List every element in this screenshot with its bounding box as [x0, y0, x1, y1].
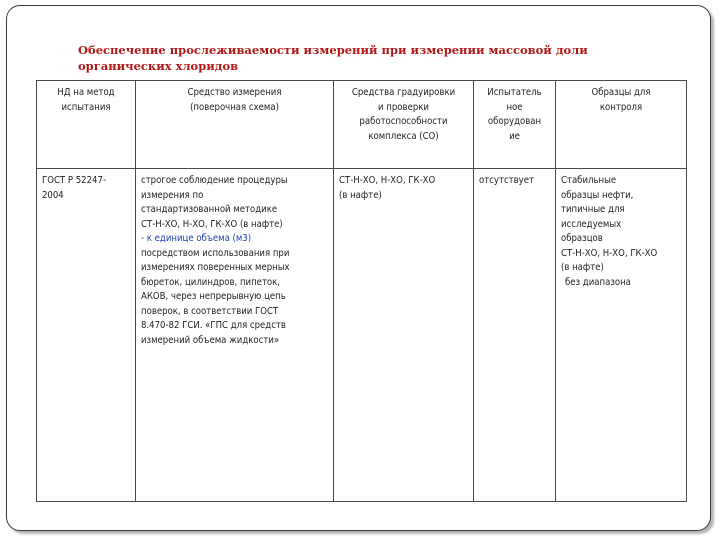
- cell-calibration-means: СТ-Н-ХО, Н-ХО, ГК-ХО (в нафте): [334, 169, 474, 502]
- volume-unit-note: - к единице объема (м3): [141, 233, 252, 244]
- cell-control-samples: Стабильные образцы нефти, типичные для исследуемых образцов СТ-Н-ХО, Н-ХО, ГК-ХО (в нафте) без диапазона: [556, 169, 687, 502]
- header-test-equipment: Испытатель ное оборудован ие: [474, 81, 556, 169]
- cell-test-equipment: отсутствует: [474, 169, 556, 502]
- cell-method-doc: ГОСТ Р 52247- 2004: [37, 169, 136, 502]
- title-line-1: Обеспечение прослеживаемости измерений при измерении массовой доли: [78, 43, 588, 57]
- header-method-doc: НД на метод испытания: [37, 81, 136, 169]
- cell-measuring-instrument: строгое соблюдение процедуры измерения по стандартизованной методике СТ-Н-ХО, Н-ХО, ГК-ХО (в нафте) - к единице объема (м3) посредством использования при измерениях поверенных мерных бюреток, цилиндров, пипеток, АКОВ, через непрерывную цепь поверок, в соответствии ГОСТ 8.470-82 ГСИ. «ГПС для средств измерений объема жидкости»: [136, 169, 334, 502]
- slide-title: [78, 42, 638, 74]
- table-header-row: [37, 81, 687, 169]
- table-row: [37, 169, 687, 502]
- header-calibration-means: Средства градуировки и проверки работоспособности комплекса (СО): [334, 81, 474, 169]
- header-measuring-instrument: Средство измерения (поверочная схема): [136, 81, 334, 169]
- header-control-samples: Образцы для контроля: [556, 81, 687, 169]
- title-line-2: органических хлоридов: [78, 59, 239, 73]
- traceability-table: [36, 80, 687, 502]
